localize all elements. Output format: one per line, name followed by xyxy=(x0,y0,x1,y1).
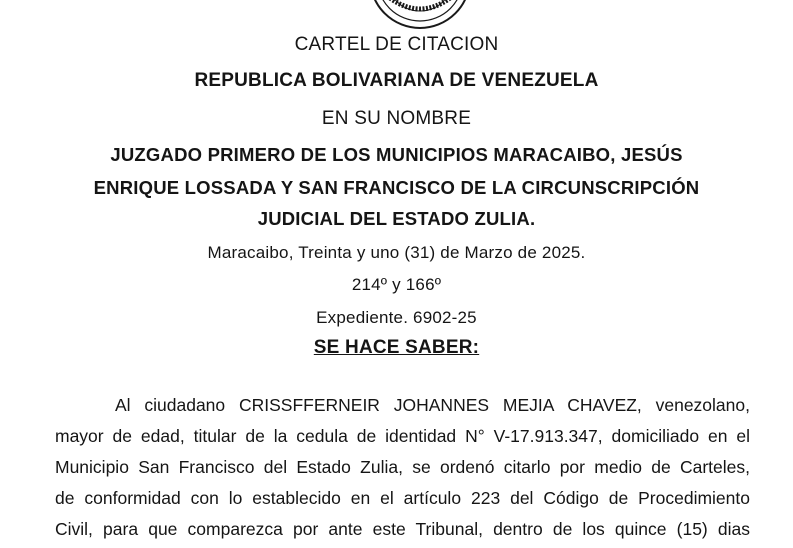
body-line: Municipio San Francisco del Estado Zulia, se ordenó citarlo por medio de Carteles, xyxy=(55,457,750,477)
body-line: mayor de edad, titular de la cedula de identidad N° V-17.913.347, domiciliado en el xyxy=(55,426,750,446)
court-name-line-1: JUZGADO PRIMERO DE LOS MUNICIPIOS MARACAIBO, JESÚS xyxy=(110,144,683,165)
body-line: Civil, para que comparezca por ante este Tribunal, dentro de los quince (15) dias xyxy=(55,519,750,539)
en-su-nombre: EN SU NOMBRE xyxy=(321,108,472,129)
court-seal-icon xyxy=(368,0,472,30)
document-date: Maracaibo, Treinta y uno (31) de Marzo de 2025. xyxy=(207,243,586,262)
cartel-title: CARTEL DE CITACION xyxy=(294,34,499,55)
body-line: Al ciudadano CRISSFFERNEIR JOHANNES MEJIA CHAVEZ, venezolano, xyxy=(115,395,750,415)
case-number: Expediente. 6902-25 xyxy=(316,308,477,327)
body-line: de conformidad con lo establecido en el artículo 223 del Código de Procedimiento xyxy=(55,488,750,508)
se-hace-saber-row xyxy=(0,336,793,360)
court-name-line-2: ENRIQUE LOSSADA Y SAN FRANCISCO DE LA CIRCUNSCRIPCIÓN xyxy=(93,177,700,198)
years-independence-federation: 214º y 166º xyxy=(351,275,442,294)
court-name-line-3: JUDICIAL DEL ESTADO ZULIA. xyxy=(257,208,536,229)
republic-name: REPUBLICA BOLIVARIANA DE VENEZUELA xyxy=(194,70,599,91)
se-hace-saber-heading: SE HACE SABER: xyxy=(313,337,480,358)
